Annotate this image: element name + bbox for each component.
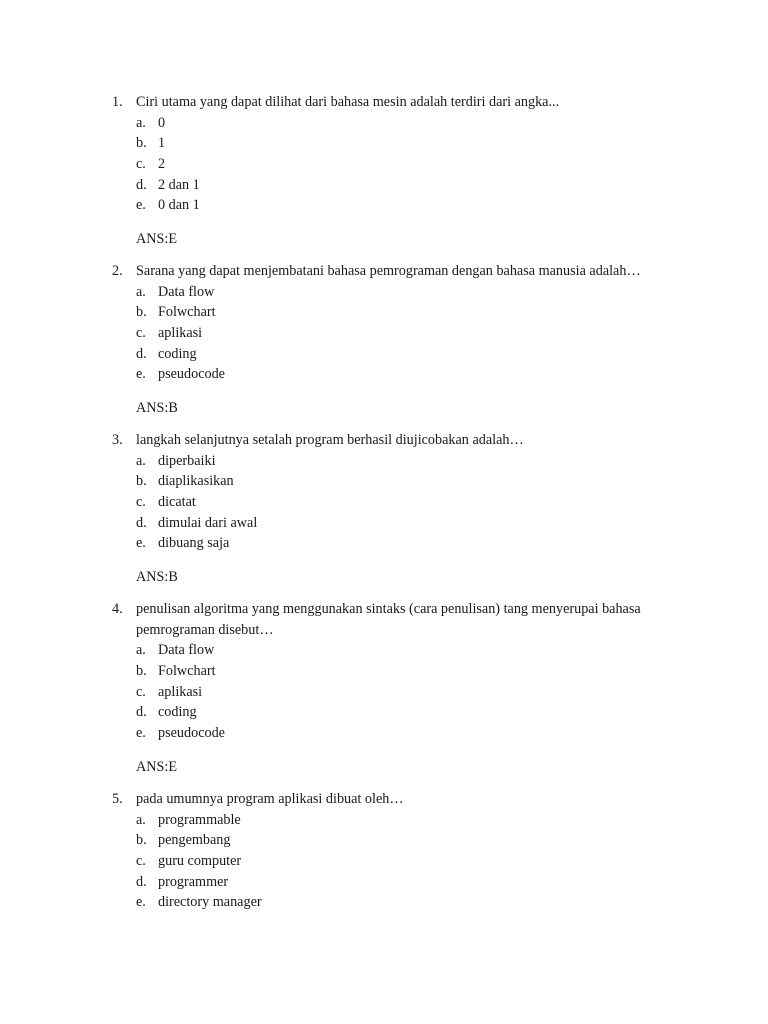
option-d: [112, 872, 712, 893]
option-letter: a.: [136, 642, 146, 659]
question-stem: [112, 789, 712, 810]
option-c: [112, 682, 712, 703]
option-letter: b.: [136, 304, 147, 321]
option-text: pseudocode: [158, 725, 225, 742]
question-text: pada umumnya program aplikasi dibuat oleh…: [136, 791, 404, 807]
option-text: pseudocode: [158, 366, 225, 383]
option-text: aplikasi: [158, 325, 203, 342]
option-letter: a.: [136, 114, 146, 131]
question-stem: [112, 261, 712, 282]
option-text: 0: [158, 114, 166, 131]
question-stem: [112, 430, 712, 451]
question-1: [112, 92, 712, 250]
question-number: 2.: [112, 263, 123, 279]
option-letter: e.: [136, 197, 146, 214]
option-e: [112, 723, 712, 744]
option-b: [112, 133, 712, 154]
option-text: aplikasi: [158, 683, 203, 700]
question-stem-line-2: [112, 620, 712, 641]
option-letter: a.: [136, 811, 146, 828]
question-2: [112, 261, 712, 419]
option-text: 2 dan 1: [158, 176, 200, 193]
option-b: [112, 302, 712, 323]
option-text: dibuang saja: [158, 535, 230, 552]
option-letter: b.: [136, 135, 147, 152]
option-text: coding: [158, 704, 197, 721]
option-text: diperbaiki: [158, 452, 216, 469]
option-text: 0 dan 1: [158, 197, 200, 214]
option-text: coding: [158, 345, 197, 362]
option-text: dimulai dari awal: [158, 514, 258, 531]
option-a: [112, 810, 712, 831]
option-letter: e.: [136, 894, 146, 911]
option-c: [112, 492, 712, 513]
option-d: [112, 513, 712, 534]
option-d: [112, 702, 712, 723]
option-text: diaplikasikan: [158, 473, 234, 490]
answer-key: ANS:E: [136, 758, 177, 775]
option-text: 2: [158, 156, 166, 173]
option-d: [112, 344, 712, 365]
question-4: [112, 599, 712, 778]
question-text: penulisan algoritma yang menggunakan sintaks (cara penulisan) tang menyerupai bahasa: [136, 601, 641, 617]
question-text-continued: pemrograman disebut…: [136, 621, 274, 638]
question-number: 4.: [112, 601, 123, 617]
option-letter: d.: [136, 704, 147, 721]
option-e: [112, 195, 712, 216]
option-text: directory manager: [158, 894, 262, 911]
option-a: [112, 640, 712, 661]
question-number: 5.: [112, 791, 123, 807]
question-number: 3.: [112, 432, 123, 448]
option-text: programmable: [158, 811, 241, 828]
option-a: [112, 451, 712, 472]
option-text: 1: [158, 135, 166, 152]
option-c: [112, 851, 712, 872]
option-text: Data flow: [158, 283, 215, 300]
option-letter: d.: [136, 873, 147, 890]
option-letter: e.: [136, 725, 146, 742]
question-3: [112, 430, 712, 588]
option-text: Folwchart: [158, 304, 216, 321]
question-text: Sarana yang dapat menjembatani bahasa pemrograman dengan bahasa manusia adalah…: [136, 263, 641, 279]
option-d: [112, 175, 712, 196]
question-5: [112, 789, 712, 913]
option-c: [112, 323, 712, 344]
question-number: 1.: [112, 94, 123, 110]
question-stem-line-1: [112, 599, 712, 620]
option-letter: d.: [136, 514, 147, 531]
option-e: [112, 364, 712, 385]
option-e: [112, 533, 712, 554]
question-stem: [112, 92, 712, 113]
option-e: [112, 892, 712, 913]
option-letter: e.: [136, 366, 146, 383]
option-letter: c.: [136, 853, 146, 870]
option-letter: a.: [136, 452, 146, 469]
option-c: [112, 154, 712, 175]
question-text: Ciri utama yang dapat dilihat dari bahasa mesin adalah terdiri dari angka...: [136, 94, 560, 110]
option-letter: b.: [136, 832, 147, 849]
option-b: [112, 661, 712, 682]
option-text: guru computer: [158, 853, 242, 870]
option-a: [112, 113, 712, 134]
option-letter: c.: [136, 156, 146, 173]
option-letter: d.: [136, 176, 147, 193]
option-letter: d.: [136, 345, 147, 362]
option-b: [112, 471, 712, 492]
answer-key: ANS:E: [136, 231, 177, 248]
option-text: pengembang: [158, 832, 231, 849]
option-text: dicatat: [158, 494, 196, 511]
option-letter: c.: [136, 325, 146, 342]
option-letter: c.: [136, 494, 146, 511]
answer-key: ANS:B: [136, 400, 178, 417]
option-a: [112, 282, 712, 303]
question-text: langkah selanjutnya setalah program berhasil diujicobakan adalah…: [136, 432, 524, 448]
option-letter: c.: [136, 683, 146, 700]
option-text: Data flow: [158, 642, 215, 659]
option-letter: a.: [136, 283, 146, 300]
option-text: Folwchart: [158, 663, 216, 680]
option-b: [112, 830, 712, 851]
option-letter: b.: [136, 663, 147, 680]
answer-key: ANS:B: [136, 569, 178, 586]
option-letter: b.: [136, 473, 147, 490]
option-letter: e.: [136, 535, 146, 552]
option-text: programmer: [158, 873, 229, 890]
